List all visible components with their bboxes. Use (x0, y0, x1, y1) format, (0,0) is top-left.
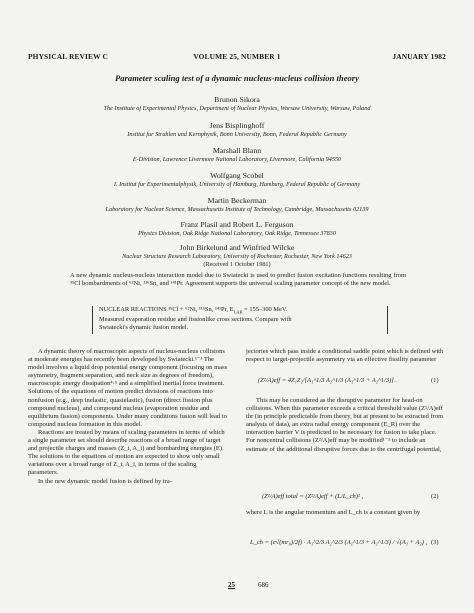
page-number: 686 (258, 581, 269, 589)
author-affiliation: Nuclear Structure Research Laboratory, University of Rochester, Rochester, New York 14623 (122, 253, 352, 260)
equation-number: (3) (431, 539, 439, 546)
author-name: Marshall Blann (212, 146, 262, 155)
author-name: John Birkelund and Winfried Wilcke (179, 243, 295, 252)
equation-1: (Z²/A)eff = 4Z₁Z₂/[A₁^1/3 A₂^1/3 (A₁^1/3 + A₂^1/3)] . (258, 377, 398, 384)
author-affiliation: Laboratory for Nuclear Science, Massachusetts Institute of Technology, Cambridge, Massachusetts 02139 (105, 206, 369, 213)
author-name: Wolfgang Scobel (210, 171, 264, 180)
issue-date: JANUARY 1982 (392, 52, 446, 61)
author-name: Jens Bisplinghoff (209, 121, 265, 130)
article-title: Parameter scaling test of a dynamic nucleus-nucleus collision theory (115, 73, 359, 83)
author-name: Brunon Sikora (214, 95, 260, 104)
equation-number: (1) (431, 377, 439, 384)
right-column-cont (246, 509, 446, 517)
body-paragraph: In the new dynamic model fusion is defined by tra- (38, 477, 172, 485)
right-column-cont (246, 397, 446, 454)
nuclear-reactions-line: NUCLEAR REACTIONS ³⁵Cl + ⁶²Ni, ¹¹⁶Sn, ¹⁴¹Pr, $E_{LAB} = 155-300$ MeV. (99, 306, 288, 315)
author-name: Franz Plasil and Robert L. Ferguson (180, 220, 294, 229)
nuclear-reactions-box (92, 306, 388, 334)
volume-footer: 25 (228, 581, 235, 589)
nuclear-reactions-line: Swiatecki's dynamic fusion model. (99, 323, 189, 331)
abstract: A new dynamic nucleus-nucleus interaction model due to Swiatecki is used to predict fusion excitation functions resulting from ³⁵Cl bombardments of ⁶²Ni, ¹¹⁶Sn, and ¹⁴¹Pr. Agreement supports the universal scaling parameter concept of the new model. (70, 272, 406, 287)
author-affiliation: E-Division, Lawrence Livermore National Laboratory, Livermore, California 94550 (132, 156, 342, 163)
author-affiliation: Physics Division, Oak Ridge National Laboratory, Oak Ridge, Tennessee 37830 (138, 230, 336, 237)
author-name: Martin Beckerman (207, 196, 267, 205)
journal-name: PHYSICAL REVIEW C (28, 52, 109, 61)
right-column (246, 348, 446, 364)
received-date: (Received 1 October 1981) (203, 261, 271, 268)
equation-2: (Z²/A)eff total = (Z²/A)eff + (L/L_ch)² , (262, 493, 364, 500)
body-paragraph: A dynamic theory of macroscopic aspects of nucleus-nucleus collisions at moderate energies has recently been developed by Swiatecki.¹⁻³ The model involves a liquid drop potential energy component (focusing on mass asymmetry, fragment separation, and neck size as degrees of freedom), macroscopic energy dissipation⁴·⁵ and a simplified inertial force treatment. Solutions of the equations of motion predict divisions of reactions into nonfusion (e.g., deep inelastic, quasielastic), fusion (direct fission plus compound nucleus), and compound nucleus (evaporation residue and equilibrium fission) components. Under many conditions fusion will lead to compound nucleus formation in this model. (28, 348, 228, 428)
equation-number: (2) (431, 493, 439, 500)
equation-3: L_ch = (e√(mr₀)/2f) · A₁^2/3 A₂^2/3 (A₁^1/3 + A₂^1/3) / √(A₁ + A₂) , (250, 539, 428, 546)
author-affiliation: I. Institut fur Experimentalphysik, University of Hamburg, Hamburg, Federal Republic of Germany (113, 181, 361, 188)
nuclear-reactions-line: Measured evaporation residue and fissionlike cross sections. Compare with (99, 316, 292, 324)
body-paragraph: jectories which pass inside a conditional saddle point which is defined with respect to target-projectile asymmetry via an effective fissility parameter (246, 348, 444, 364)
author-affiliation: The Institute of Experimental Physics, Department of Nuclear Physics, Warsaw University, Warsaw, Poland (103, 105, 371, 112)
body-paragraph: Reactions are treated by means of scaling parameters in terms of which a single parameter set should describe reactions of a broad range of target and projectile charges and masses (Z_i, A_i) and bombarding energies (E). The solutions to the equations of motion are expected to show only small variations over a broad range of Z_i, A_i, in terms of the scaling parameters. (28, 428, 225, 477)
left-column (28, 348, 228, 486)
body-paragraph: where L is the angular momentum and L_ch is a constant given by (246, 509, 421, 516)
author-affiliation: Institut fur Strahlen und Kernphysik, Bonn University, Bonn, Federal Republic Germany (127, 131, 347, 138)
body-paragraph: This may be considered as the disruptive parameter for head-on collisions. When this parameter exceeds a critical threshold value (Z²/A)eff thr (in principle predictable from theory, but at present to be extracted from analysis of data), an extra radial energy component (E_R) over the interaction barrier V is predicted to be necessary for fusion to take place. For noncentral collisions (Z²/A)eff may be modified¹⁻³ to include an estimate of the additional disruptive forces due to the centrifugal potential, (246, 397, 444, 453)
volume-number: VOLUME 25, NUMBER 1 (193, 52, 281, 61)
